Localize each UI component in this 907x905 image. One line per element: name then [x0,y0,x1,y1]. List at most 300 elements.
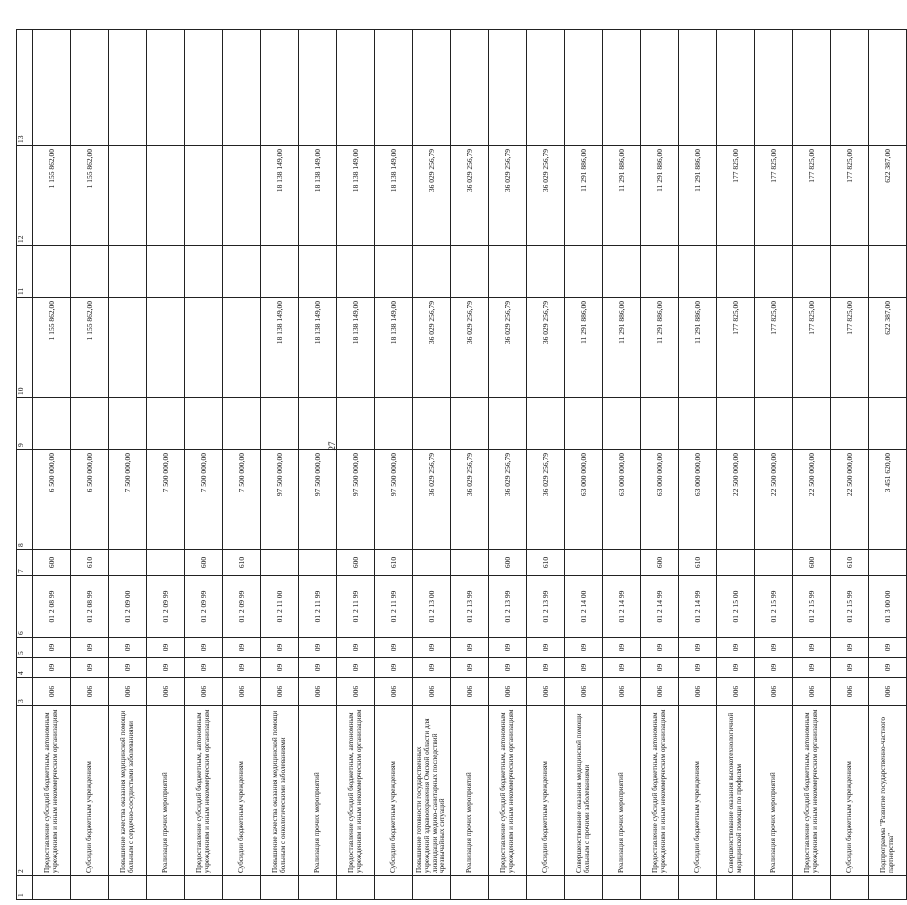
expense-type-cell: 600 [793,550,831,576]
section-code-cell: 09 [527,658,565,678]
amount-col11-cell [413,246,451,298]
amount-col13-cell [831,30,869,146]
amount-col9-cell [451,398,489,450]
amount-col8-cell: 36 029 256,79 [489,450,527,550]
section-code-cell: 09 [33,658,71,678]
amount-col13-cell [565,30,603,146]
subsection-code-cell: 09 [71,638,109,658]
expense-type-cell: 610 [831,550,869,576]
row-col1-cell [451,876,489,900]
target-article-cell: 01 2 09 99 [223,576,261,638]
table-row [413,30,451,900]
amount-col9-cell [869,398,907,450]
expense-type-cell [717,550,755,576]
amount-col9-cell [261,398,299,450]
subsection-code-cell: 09 [565,638,603,658]
section-code-cell: 09 [147,658,185,678]
subsection-code-cell: 09 [33,638,71,658]
amount-col12-cell: 1 155 862,00 [33,146,71,246]
section-code-cell: 09 [109,658,147,678]
subsection-code-cell: 09 [793,638,831,658]
expense-type-cell: 600 [337,550,375,576]
table-row [223,30,261,900]
expense-type-cell [603,550,641,576]
subsection-code-cell: 09 [451,638,489,658]
amount-col9-cell [679,398,717,450]
target-article-cell: 01 2 11 99 [337,576,375,638]
ministry-code-cell: 006 [603,678,641,706]
table-row [451,30,489,900]
row-name-cell: Реализация прочих мероприятий [147,706,185,876]
amount-col13-cell [261,30,299,146]
amount-col10-cell: 11 291 886,00 [565,298,603,398]
amount-col13-cell [451,30,489,146]
target-article-cell: 01 2 15 99 [793,576,831,638]
amount-col13-cell [679,30,717,146]
amount-col13-cell [641,30,679,146]
amount-col9-cell [109,398,147,450]
target-article-cell: 01 2 13 99 [527,576,565,638]
target-article-cell: 01 2 15 99 [755,576,793,638]
column-number-row [17,30,33,900]
table-row [527,30,565,900]
row-col1-cell [109,876,147,900]
amount-col11-cell [869,246,907,298]
row-col1-cell [33,876,71,900]
amount-col13-cell [337,30,375,146]
amount-col11-cell [185,246,223,298]
subsection-code-cell: 09 [527,638,565,658]
expense-type-cell: 600 [489,550,527,576]
target-article-cell: 01 2 15 00 [717,576,755,638]
column-number-cell: 1 [17,876,33,900]
amount-col9-cell [489,398,527,450]
amount-col12-cell: 36 029 256,79 [527,146,565,246]
amount-col13-cell [185,30,223,146]
ministry-code-cell: 006 [565,678,603,706]
column-number-cell: 6 [17,576,33,638]
amount-col9-cell [831,398,869,450]
table-row [147,30,185,900]
amount-col12-cell: 11 291 886,00 [641,146,679,246]
amount-col8-cell: 36 029 256,79 [451,450,489,550]
row-col1-cell [337,876,375,900]
column-number-cell: 11 [17,246,33,298]
amount-col9-cell [185,398,223,450]
target-article-cell: 01 3 00 00 [869,576,907,638]
table-row [831,30,869,900]
amount-col10-cell: 622 387,00 [869,298,907,398]
table-row [641,30,679,900]
target-article-cell: 01 2 15 99 [831,576,869,638]
ministry-code-cell: 006 [375,678,413,706]
amount-col11-cell [71,246,109,298]
section-code-cell: 09 [565,658,603,678]
row-name-cell: Субсидии бюджетным учреждениям [831,706,869,876]
row-col1-cell [793,876,831,900]
table-row [261,30,299,900]
amount-col13-cell [717,30,755,146]
row-col1-cell [755,876,793,900]
amount-col10-cell: 36 029 256,79 [413,298,451,398]
amount-col9-cell [337,398,375,450]
amount-col10-cell: 11 291 886,00 [679,298,717,398]
amount-col11-cell [33,246,71,298]
row-name-cell: Повышение качества оказания медицинской помощи больным с сердечно-сосудистыми заболеваниями [109,706,147,876]
amount-col10-cell: 177 825,00 [793,298,831,398]
ministry-code-cell: 006 [641,678,679,706]
ministry-code-cell: 006 [337,678,375,706]
amount-col12-cell [185,146,223,246]
row-col1-cell [223,876,261,900]
amount-col13-cell [869,30,907,146]
column-number-cell: 8 [17,450,33,550]
target-article-cell: 01 2 09 99 [147,576,185,638]
row-name-cell: Реализация прочих мероприятий [299,706,337,876]
section-code-cell: 09 [261,658,299,678]
amount-col10-cell [109,298,147,398]
ministry-code-cell: 006 [223,678,261,706]
amount-col9-cell [755,398,793,450]
row-name-cell: Совершенствование оказания медицинской помощи больным с прочими заболеваниями [565,706,603,876]
amount-col8-cell: 22 500 000,00 [755,450,793,550]
amount-col10-cell: 11 291 886,00 [603,298,641,398]
expense-type-cell: 600 [185,550,223,576]
section-code-cell: 09 [299,658,337,678]
ministry-code-cell: 006 [71,678,109,706]
row-col1-cell [717,876,755,900]
subsection-code-cell: 09 [717,638,755,658]
amount-col10-cell: 18 138 149,00 [337,298,375,398]
target-article-cell: 01 2 09 00 [109,576,147,638]
table-row [375,30,413,900]
subsection-code-cell: 09 [375,638,413,658]
target-article-cell: 01 2 13 00 [413,576,451,638]
table-row [299,30,337,900]
amount-col12-cell [147,146,185,246]
row-name-cell: Предоставление субсидий бюджетным, автономным учреждениям и иным некоммерческим организациям [185,706,223,876]
ministry-code-cell: 006 [489,678,527,706]
row-col1-cell [869,876,907,900]
amount-col10-cell: 18 138 149,00 [375,298,413,398]
amount-col11-cell [261,246,299,298]
table-row [679,30,717,900]
subsection-code-cell: 09 [603,638,641,658]
expense-type-cell [869,550,907,576]
section-code-cell: 09 [679,658,717,678]
section-code-cell: 09 [413,658,451,678]
amount-col8-cell: 7 500 000,00 [147,450,185,550]
table-row [489,30,527,900]
ministry-code-cell: 006 [831,678,869,706]
ministry-code-cell: 006 [527,678,565,706]
table-row [603,30,641,900]
amount-col11-cell [375,246,413,298]
amount-col13-cell [603,30,641,146]
amount-col12-cell: 18 138 149,00 [375,146,413,246]
amount-col10-cell: 11 291 886,00 [641,298,679,398]
amount-col11-cell [147,246,185,298]
column-number-cell: 10 [17,298,33,398]
amount-col8-cell: 36 029 256,79 [413,450,451,550]
section-code-cell: 09 [375,658,413,678]
amount-col10-cell: 18 138 149,00 [299,298,337,398]
amount-col8-cell: 22 500 000,00 [793,450,831,550]
amount-col9-cell [641,398,679,450]
table-row [565,30,603,900]
target-article-cell: 01 2 11 99 [299,576,337,638]
expense-type-cell [451,550,489,576]
amount-col11-cell [299,246,337,298]
table-row [793,30,831,900]
subsection-code-cell: 09 [413,638,451,658]
amount-col10-cell: 1 155 862,00 [71,298,109,398]
column-number-cell: 12 [17,146,33,246]
amount-col12-cell: 36 029 256,79 [451,146,489,246]
ministry-code-cell: 006 [451,678,489,706]
amount-col8-cell: 6 500 000,00 [71,450,109,550]
row-col1-cell [185,876,223,900]
amount-col13-cell [223,30,261,146]
expense-type-cell [299,550,337,576]
amount-col10-cell: 177 825,00 [717,298,755,398]
amount-col9-cell [717,398,755,450]
column-number-cell: 7 [17,550,33,576]
table-row [109,30,147,900]
section-code-cell: 09 [603,658,641,678]
ministry-code-cell: 006 [299,678,337,706]
amount-col12-cell: 177 825,00 [717,146,755,246]
row-name-cell: Повышение качества оказания медицинской помощи больным с онкологическими заболеваниями [261,706,299,876]
amount-col8-cell: 63 000 000,00 [603,450,641,550]
amount-col11-cell [679,246,717,298]
amount-col9-cell [527,398,565,450]
amount-col12-cell: 622 387,00 [869,146,907,246]
subsection-code-cell: 09 [641,638,679,658]
section-code-cell: 09 [71,658,109,678]
amount-col12-cell: 36 029 256,79 [413,146,451,246]
amount-col8-cell: 22 500 000,00 [831,450,869,550]
amount-col11-cell [717,246,755,298]
amount-col12-cell: 18 138 149,00 [261,146,299,246]
ministry-code-cell: 006 [793,678,831,706]
table-row [33,30,71,900]
amount-col13-cell [71,30,109,146]
amount-col12-cell: 11 291 886,00 [603,146,641,246]
amount-col8-cell: 97 500 000,00 [299,450,337,550]
row-col1-cell [147,876,185,900]
amount-col13-cell [413,30,451,146]
target-article-cell: 01 2 13 99 [451,576,489,638]
section-code-cell: 09 [451,658,489,678]
target-article-cell: 01 2 09 99 [185,576,223,638]
row-col1-cell [375,876,413,900]
target-article-cell: 01 2 08 99 [33,576,71,638]
amount-col8-cell: 22 500 000,00 [717,450,755,550]
expense-type-cell: 610 [71,550,109,576]
amount-col10-cell [223,298,261,398]
section-code-cell: 09 [489,658,527,678]
row-name-cell: Субсидии бюджетным учреждениям [679,706,717,876]
amount-col11-cell [793,246,831,298]
amount-col11-cell [109,246,147,298]
ministry-code-cell: 006 [147,678,185,706]
row-col1-cell [413,876,451,900]
row-col1-cell [261,876,299,900]
amount-col8-cell: 63 000 000,00 [565,450,603,550]
amount-col9-cell [147,398,185,450]
amount-col11-cell [831,246,869,298]
expense-type-cell [565,550,603,576]
row-col1-cell [299,876,337,900]
table-row [185,30,223,900]
row-name-cell: Субсидии бюджетным учреждениям [71,706,109,876]
target-article-cell: 01 2 13 99 [489,576,527,638]
amount-col9-cell [33,398,71,450]
subsection-code-cell: 09 [869,638,907,658]
expense-type-cell [147,550,185,576]
section-code-cell: 09 [185,658,223,678]
expense-type-cell [413,550,451,576]
row-col1-cell [489,876,527,900]
subsection-code-cell: 09 [185,638,223,658]
amount-col10-cell: 36 029 256,79 [451,298,489,398]
target-article-cell: 01 2 11 99 [375,576,413,638]
amount-col11-cell [527,246,565,298]
row-name-cell: Субсидии бюджетным учреждениям [223,706,261,876]
amount-col12-cell [109,146,147,246]
amount-col13-cell [33,30,71,146]
amount-col9-cell [223,398,261,450]
subsection-code-cell: 09 [223,638,261,658]
amount-col13-cell [489,30,527,146]
ministry-code-cell: 006 [109,678,147,706]
ministry-code-cell: 006 [261,678,299,706]
table-row [71,30,109,900]
row-name-cell: Предоставление субсидий бюджетным, автономным учреждениям и иным некоммерческим организациям [793,706,831,876]
amount-col12-cell: 177 825,00 [831,146,869,246]
amount-col12-cell [223,146,261,246]
subsection-code-cell: 09 [755,638,793,658]
row-col1-cell [679,876,717,900]
row-name-cell: Повышение готовности государственных учреждений здравоохранения Омской области для ликвидации медико-санитарных последствий чрезвычайных ситуаций [413,706,451,876]
amount-col12-cell: 18 138 149,00 [337,146,375,246]
section-code-cell: 09 [223,658,261,678]
row-name-cell: Реализация прочих мероприятий [603,706,641,876]
amount-col11-cell [641,246,679,298]
table-row [869,30,907,900]
subsection-code-cell: 09 [109,638,147,658]
amount-col13-cell [375,30,413,146]
amount-col10-cell [185,298,223,398]
column-number-cell: 2 [17,706,33,876]
amount-col8-cell: 97 500 000,00 [337,450,375,550]
row-name-cell: Подпрограмма "Развитие государственно-частного партнерства" [869,706,907,876]
amount-col9-cell [71,398,109,450]
amount-col13-cell [299,30,337,146]
ministry-code-cell: 006 [185,678,223,706]
amount-col9-cell [793,398,831,450]
amount-col12-cell: 11 291 886,00 [565,146,603,246]
section-code-cell: 09 [869,658,907,678]
amount-col8-cell: 7 500 000,00 [223,450,261,550]
section-code-cell: 09 [831,658,869,678]
expense-type-cell [755,550,793,576]
column-number-cell: 5 [17,638,33,658]
amount-col12-cell: 177 825,00 [755,146,793,246]
column-number-cell: 3 [17,678,33,706]
amount-col10-cell: 177 825,00 [755,298,793,398]
amount-col8-cell: 63 000 000,00 [679,450,717,550]
amount-col10-cell: 36 029 256,79 [489,298,527,398]
amount-col13-cell [793,30,831,146]
row-name-cell: Совершенствование оказания высокотехнологичной медицинской помощи по профилям [717,706,755,876]
column-number-cell: 13 [17,30,33,146]
ministry-code-cell: 006 [33,678,71,706]
amount-col10-cell: 18 138 149,00 [261,298,299,398]
section-code-cell: 09 [337,658,375,678]
section-code-cell: 09 [717,658,755,678]
amount-col8-cell: 63 000 000,00 [641,450,679,550]
amount-col11-cell [565,246,603,298]
subsection-code-cell: 09 [489,638,527,658]
amount-col13-cell [755,30,793,146]
ministry-code-cell: 006 [413,678,451,706]
amount-col10-cell [147,298,185,398]
column-number-cell: 4 [17,658,33,678]
amount-col10-cell: 36 029 256,79 [527,298,565,398]
row-name-cell: Субсидии бюджетным учреждениям [527,706,565,876]
target-article-cell: 01 2 14 00 [565,576,603,638]
expense-type-cell [261,550,299,576]
amount-col11-cell [451,246,489,298]
amount-col8-cell: 97 500 000,00 [375,450,413,550]
amount-col8-cell: 7 500 000,00 [109,450,147,550]
row-col1-cell [71,876,109,900]
target-article-cell: 01 2 14 99 [603,576,641,638]
target-article-cell: 01 2 08 99 [71,576,109,638]
ministry-code-cell: 006 [717,678,755,706]
amount-col9-cell [375,398,413,450]
expense-type-cell [109,550,147,576]
row-col1-cell [641,876,679,900]
row-name-cell: Реализация прочих мероприятий [451,706,489,876]
row-col1-cell [831,876,869,900]
amount-col12-cell: 1 155 862,00 [71,146,109,246]
amount-col12-cell: 11 291 886,00 [679,146,717,246]
amount-col8-cell: 3 451 620,00 [869,450,907,550]
subsection-code-cell: 09 [299,638,337,658]
subsection-code-cell: 09 [147,638,185,658]
amount-col10-cell: 177 825,00 [831,298,869,398]
row-col1-cell [603,876,641,900]
budget-table-sheet [16,30,895,900]
amount-col9-cell [299,398,337,450]
amount-col11-cell [223,246,261,298]
ministry-code-cell: 006 [679,678,717,706]
amount-col13-cell [109,30,147,146]
amount-col10-cell: 1 155 862,00 [33,298,71,398]
expense-type-cell: 610 [679,550,717,576]
subsection-code-cell: 09 [679,638,717,658]
page-number: 27 [327,441,337,451]
target-article-cell: 01 2 14 99 [679,576,717,638]
table-row [717,30,755,900]
amount-col9-cell [603,398,641,450]
row-name-cell: Предоставление субсидий бюджетным, автономным учреждениям и иным некоммерческим организациям [33,706,71,876]
subsection-code-cell: 09 [337,638,375,658]
expense-type-cell: 600 [641,550,679,576]
